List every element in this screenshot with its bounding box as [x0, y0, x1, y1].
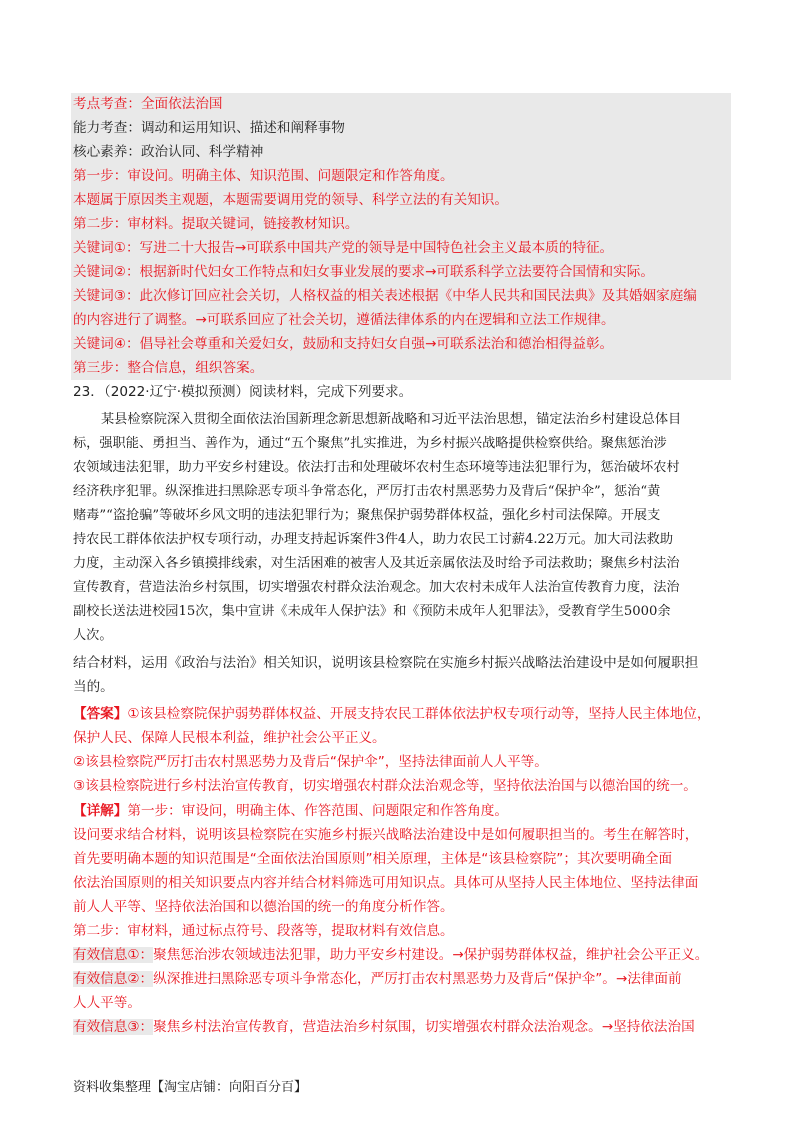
material-line: 经济秩序犯罪。纵深推进扫黑除恶专项斗争常态化，严厉打击农村黑恶势力及背后“保护伞”，惩治“黄	[73, 484, 661, 499]
info-line	[73, 971, 682, 987]
detail-line: 前人人平等、坚持依法治国和以德治国的统一的角度分析作答。	[73, 899, 454, 915]
info-line	[73, 1019, 695, 1035]
detail-tag: 【详解】	[73, 803, 128, 819]
analysis-line: 关键词④：倡导社会尊重和关爱妇女，鼓励和支持妇女自强→可联系法治和德治相得益彰。	[73, 336, 614, 352]
analysis-line: 关键词①：写进二十大报告→可联系中国共产党的领导是中国特色社会主义最本质的特征。	[73, 240, 614, 256]
analysis-line: 第二步：审材料。提取关键词，链接教材知识。	[73, 216, 359, 232]
analysis-line: 能力考查：调动和运用知识、描述和阐释事物	[73, 120, 345, 136]
info-text: 聚焦惩治涉农领域违法犯罪，助力平安乡村建设。→保护弱势群体权益，维护社会公平正义。	[153, 947, 709, 963]
analysis-line: 的内容进行了调整。→可联系回应了社会关切，遵循法律体系的内在逻辑和立法工作规律。	[73, 312, 615, 328]
analysis-line: 关键词③：此次修订回应社会关切，人格权益的相关表述根据《中华人民共和国民法典》及其婚姻家庭编	[73, 288, 697, 304]
analysis-line: 考点考查：全面依法治国	[73, 96, 223, 112]
material-line: 宣传教育，营造法治乡村氛围，切实增强农村群众法治观念。加大农村未成年人法治宣传教育力度，法治	[73, 580, 680, 595]
info-text: 聚焦乡村法治宣传教育，营造法治乡村氛围，切实增强农村群众法治观念。→坚持依法治国	[153, 1019, 695, 1035]
question-source: （2022·辽宁·模拟预测）阅读材料，完成下列要求。	[103, 384, 413, 400]
detail-line: 首先要明确本题的知识范围是“全面依法治国原则”相关原理，主体是“该县检察院”；其次要明确全面	[73, 851, 673, 867]
question-number: 23．	[73, 384, 104, 400]
info-line: 人人平等。	[73, 995, 141, 1011]
detail-first: 第一步：审设问，明确主体、作答范围、问题限定和作答角度。	[127, 803, 508, 819]
info-label: 有效信息②：	[73, 971, 154, 987]
answer-tag: 【答案】	[73, 706, 128, 722]
detail-line: 第二步：审材料，通过标点符号、段落等，提取材料有效信息。	[73, 923, 454, 939]
material-line: 标，强职能、勇担当、善作为，通过“五个聚焦”扎实推进，为乡村振兴战略提供检察供给。聚焦惩治涉	[73, 436, 667, 451]
material-line: 持农民工群体依法护权专项行动，办理支持起诉案件3件4人，助力农民工讨薪4.22万元。加大司法救助	[73, 532, 674, 547]
info-label: 有效信息①：	[73, 947, 154, 963]
answer-text: ①该县检察院保护弱势群体权益、开展支持农民工群体依法护权专项行动等，坚持人民主体地位，	[127, 706, 711, 722]
info-line	[73, 947, 708, 963]
answer-line: ②该县检察院严厉打击农村黑恶势力及背后“保护伞”，坚持法律面前人人平等。	[73, 754, 548, 770]
material-line: 副校长送法进校园15次，集中宣讲《未成年人保护法》和《预防未成年人犯罪法》，受教育学生5000余	[73, 604, 671, 619]
answer-line	[73, 706, 711, 722]
material-line: 力度，主动深入各乡镇摸排线索，对生活困难的被害人及其近亲属依法及时给予司法救助；聚焦乡村法治	[73, 556, 680, 571]
material-line: 赌毒”“盗抢骗”等破坏乡风文明的违法犯罪行为；聚焦保护弱势群体权益，强化乡村司法保障。开展支	[73, 508, 661, 523]
analysis-line: 本题属于原因类主观题，本题需要调用党的领导、科学立法的有关知识。	[73, 192, 508, 208]
question-header	[73, 384, 412, 400]
detail-line	[73, 803, 508, 819]
answer-line: ③该县检察院进行乡村法治宣传教育，切实增强农村群众法治观念等，坚持依法治国与以德治国的统一。	[73, 778, 697, 794]
question-prompt: 当的。	[73, 679, 114, 695]
analysis-line: 第一步：审设问。明确主体、知识范围、问题限定和作答角度。	[73, 168, 454, 184]
analysis-line: 关键词②：根据新时代妇女工作特点和妇女事业发展的要求→可联系科学立法要符合国情和实际。	[73, 264, 654, 280]
analysis-line: 第三步：整合信息，组织答案。	[73, 360, 264, 376]
material-line: 某县检察院深入贯彻全面依法治国新理念新思想新战略和习近平法治思想，锚定法治乡村建设总体目	[101, 412, 682, 427]
detail-line: 设问要求结合材料，说明该县检察院在实施乡村振兴战略法治建设中是如何履职担当的。考生在解答时，	[73, 827, 699, 843]
info-label: 有效信息③：	[73, 1019, 154, 1035]
material-line: 农领域违法犯罪，助力平安乡村建设。依法打击和处理破坏农村生态环境等违法犯罪行为，惩治破坏农村	[73, 460, 680, 475]
analysis-line: 核心素养：政治认同、科学精神	[73, 144, 264, 160]
question-prompt: 结合材料，运用《政治与法治》相关知识，说明该县检察院在实施乡村振兴战略法治建设中是如何履职担	[73, 655, 699, 671]
info-text: 纵深推进扫黑除恶专项斗争常态化，严厉打击农村黑恶势力及背后“保护伞”。→法律面前	[153, 971, 682, 987]
material-line: 人次。	[73, 628, 113, 643]
detail-line: 依法治国原则的相关知识要点内容并结合材料筛选可用知识点。具体可从坚持人民主体地位、坚持法律面	[73, 875, 699, 891]
page-footer: 资料收集整理【淘宝店铺：向阳百分百】	[73, 1080, 308, 1095]
answer-line: 保护人民、保障人民根本利益，维护社会公平正义。	[73, 730, 386, 746]
